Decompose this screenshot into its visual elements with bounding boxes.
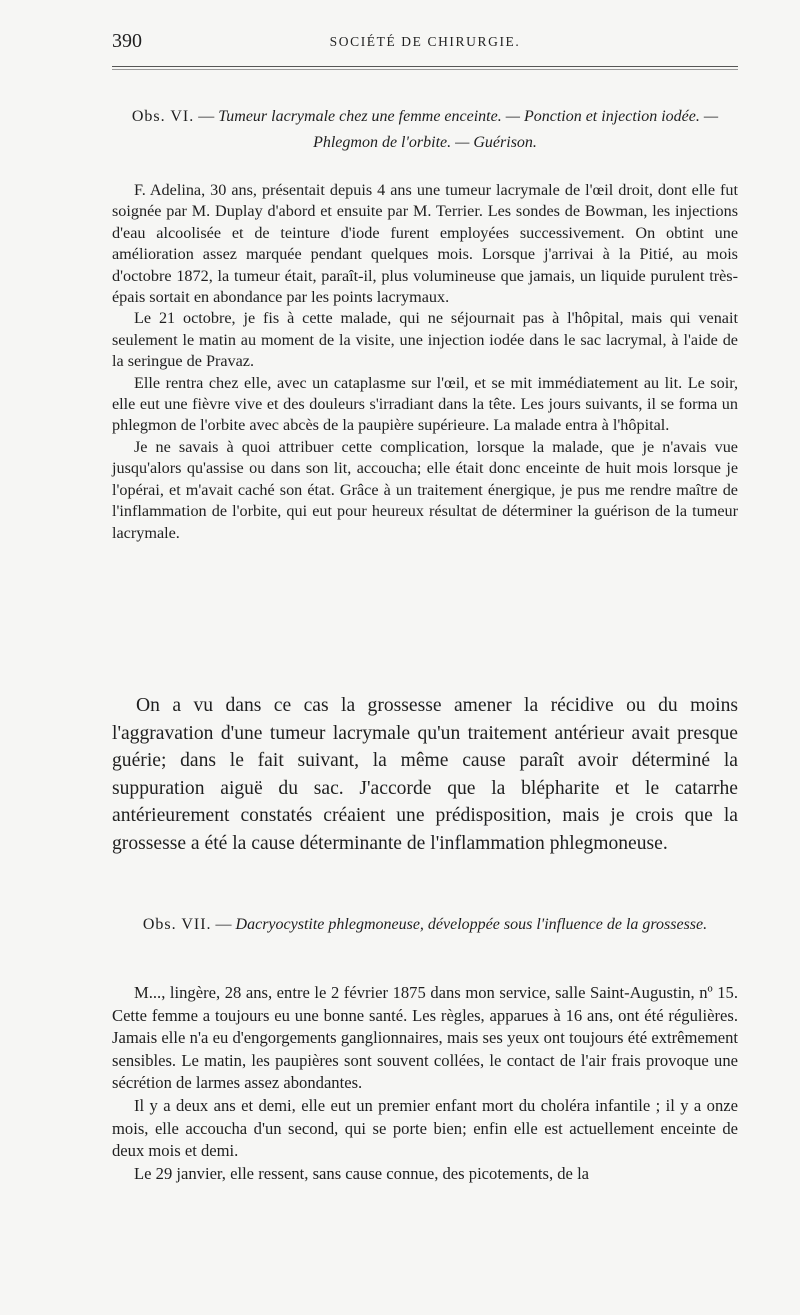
obs6-paragraph-3: Elle rentra chez elle, avec un cataplasme sur l'œil, et se mit immédiatement au lit. Le soir, elle eut une fièvre vive et des douleurs s'irradiant dans la tête. Les jours suivants, il se forma un phlegmon de l'orbite avec abcès de la paupière supérieure. La malade entra à l'hôpital.	[112, 373, 738, 435]
obs6-body	[112, 180, 738, 544]
obs6-label: Obs. VI.	[131, 108, 195, 125]
header-rule-secondary	[112, 69, 738, 70]
obs7-label: Obs. VII.	[142, 916, 212, 933]
obs7-paragraph-2: Il y a deux ans et demi, elle eut un premier enfant mort du choléra infantile ; il y a onze mois, elle accoucha d'un second, qui se porte bien; enfin elle est actuellement enceinte de deux mois et demi.	[112, 1095, 738, 1161]
obs6-paragraph-4: Je ne savais à quoi attribuer cette complication, lorsque la malade, que je n'avais vue jusqu'alors qu'assise ou dans son lit, accoucha; elle était donc enceinte de huit mois lorsque je l'opérai, et m'avait caché son état. Grâce à un traitement énergique, je pus me rendre maître de l'inflammation de l'orbite, qui eut pour heureux résultat de déterminer la guérison de la tumeur lacrymale.	[112, 437, 738, 542]
running-head	[112, 30, 738, 56]
header-rule	[112, 66, 738, 67]
page-number: 390	[112, 30, 142, 52]
obs6-title: Tumeur lacrymale chez une femme enceinte. — Ponction et injection iodée. — Phlegmon de l'orbite. — Guérison.	[218, 108, 719, 151]
obs7-dash: —	[211, 916, 236, 933]
obs6-dash: —	[194, 108, 219, 125]
obs7-heading	[112, 912, 738, 938]
commentary-paragraph: On a vu dans ce cas la grossesse amener la récidive ou du moins l'aggravation d'une tumeur lacrymale qu'un traitement antérieur avait presque guérie; dans le fait suivant, la même cause paraît avoir déterminé la suppuration aiguë du sac. J'accorde que la blépharite et le catarrhe antérieurement constatés créaient une prédisposition, mais je crois que la grossesse a été la cause déterminante de l'inflammation phlegmoneuse.	[112, 695, 738, 854]
obs6-paragraph-1: F. Adelina, 30 ans, présentait depuis 4 ans une tumeur lacrymale de l'œil droit, dont elle fut soignée par M. Duplay d'abord et ensuite par M. Terrier. Les sondes de Bowman, les injections d'eau alcoolisée et de teinture d'iode furent employées successivement. On obtint une amélioration assez marquée pendant quelques mois. Lorsque j'arrivai à la Pitié, au mois d'octobre 1872, la tumeur était, paraît-il, plus volumineuse que jamais, un liquide purulent très-épais sortait en abondance par les points lacrymaux.	[112, 181, 738, 307]
commentary-block	[112, 692, 738, 858]
obs7-title: Dacryocystite phlegmoneuse, développée sous l'influence de la grossesse.	[235, 916, 708, 933]
obs6-heading	[112, 104, 738, 156]
obs7-paragraph-3: Le 29 janvier, elle ressent, sans cause connue, des picotements, de la	[134, 1163, 590, 1183]
obs7-paragraph-1: M..., lingère, 28 ans, entre le 2 février 1875 dans mon service, salle Saint-Augustin, nº 15. Cette femme a toujours eu une bonne santé. Les règles, apparues à 16 ans, ont été régulières. Jamais elle n'a eu d'engorgements ganglionnaires, mais ses yeux ont toujours été extrêmement sensibles. Le matin, les paupières sont souvent collées, le contact de l'air frais provoque une sécrétion de larmes assez abondantes.	[112, 983, 738, 1093]
obs6-paragraph-2: Le 21 octobre, je fis à cette malade, qui ne séjournait pas à l'hôpital, mais qui venait seulement le matin au moment de la visite, une injection iodée dans le sac lacrymal, à l'aide de la seringue de Pravaz.	[112, 309, 738, 371]
journal-title: SOCIÉTÉ DE CHIRURGIE.	[329, 34, 521, 49]
obs7-body	[112, 982, 738, 1185]
